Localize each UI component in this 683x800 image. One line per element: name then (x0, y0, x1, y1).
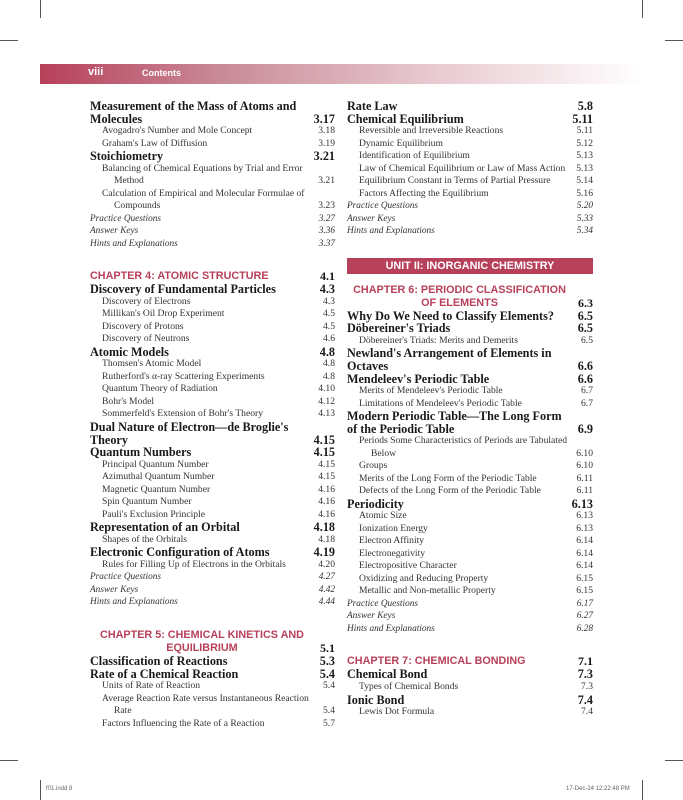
toc-entry-title: Principal Quantum Number (102, 458, 209, 470)
toc-entry-title: Equilibrium Constant in Terms of Partial Pressure (359, 175, 551, 187)
toc-entry-title: Answer Keys (90, 226, 139, 237)
toc-section-entry[interactable] (90, 150, 335, 163)
toc-entry-page: 4.12 (318, 395, 335, 407)
toc-entry-page: 4.8 (323, 358, 335, 370)
toc-entry-page: 6.6 (577, 371, 593, 386)
toc-entry-page: 6.13 (576, 522, 593, 534)
toc-entry-title: Dual Nature of Electron—de Broglie's Theory (90, 419, 289, 447)
toc-entry-title: Rutherford's α-ray Scattering Experiments (102, 370, 265, 382)
toc-subsection-entry[interactable] (347, 681, 593, 694)
toc-section-entry[interactable] (347, 100, 593, 113)
toc-subsection-entry[interactable] (90, 333, 335, 346)
toc-entry-page: 6.11 (576, 485, 593, 497)
toc-subsection-entry[interactable] (347, 485, 593, 498)
toc-entry-title: Newland's Arrangement of Elements in Octaves (347, 346, 552, 373)
toc-subsection-entry[interactable] (90, 358, 335, 371)
toc-entry-title: Graham's Law of Diffusion (102, 137, 208, 149)
toc-entry-title: Stoichiometry (90, 149, 164, 164)
toc-entry-page: 4.1 (320, 269, 335, 284)
toc-subsection-entry[interactable] (90, 296, 335, 309)
toc-entry-title: Millikan's Oil Drop Experiment (102, 308, 225, 320)
toc-entry-title: Answer Keys (347, 213, 396, 224)
toc-entry-page: 5.7 (323, 717, 335, 729)
toc-section-entry[interactable] (347, 410, 593, 435)
toc-end-matter-entry[interactable] (90, 584, 335, 597)
toc-subsection-entry[interactable] (90, 321, 335, 334)
toc-entry-title: Factors Influencing the Rate of a Reaction (102, 717, 265, 729)
toc-entry-title: Atomic Models (90, 344, 169, 359)
toc-entry-page: 3.36 (318, 226, 335, 237)
toc-end-matter-entry[interactable] (347, 610, 593, 623)
toc-entry-page: 3.21 (313, 149, 335, 164)
toc-subsection-entry[interactable] (90, 559, 335, 572)
toc-entry-page: 4.8 (319, 344, 335, 359)
toc-entry-page: 5.11 (572, 111, 593, 126)
toc-entry-title: Quantum Theory of Radiation (102, 383, 218, 395)
toc-entry-title: Hints and Explanations (90, 597, 178, 608)
crop-mark (642, 780, 643, 800)
toc-end-matter-entry[interactable] (90, 238, 335, 251)
toc-entry-title: Representation of an Orbital (90, 520, 240, 535)
toc-entry-title: Rate Law (347, 99, 398, 113)
toc-subsection-entry[interactable] (90, 383, 335, 396)
toc-entry-page: 3.21 (318, 175, 335, 187)
toc-subsection-entry[interactable] (90, 718, 335, 731)
toc-end-matter-entry[interactable] (90, 225, 335, 238)
toc-entry-page: 6.13 (571, 496, 593, 511)
toc-entry-title: Discovery of Protons (102, 320, 184, 332)
toc-entry-page: 7.3 (581, 681, 593, 693)
toc-section-entry[interactable] (90, 546, 335, 559)
toc-entry-title: CHAPTER 7: CHEMICAL BONDING (347, 655, 526, 668)
toc-section-entry[interactable] (347, 668, 593, 681)
toc-entry-title: Average Reaction Rate versus Instantaneous Reaction Rate (102, 692, 309, 717)
toc-entry-title: Answer Keys (347, 611, 396, 622)
toc-entry-title: Why Do We Need to Classify Elements? (347, 308, 554, 323)
crop-mark (40, 0, 41, 18)
toc-entry-page: 6.15 (576, 585, 593, 597)
toc-subsection-entry[interactable] (347, 535, 593, 548)
toc-entry-page: 6.13 (576, 510, 593, 522)
toc-subsection-entry[interactable] (347, 385, 593, 398)
section-gap (347, 635, 593, 655)
toc-entry-title: Periods Some Characteristics of Periods are Tabulated Below (359, 435, 568, 459)
toc-subsection-entry[interactable] (347, 473, 593, 486)
toc-entry-page: 5.16 (576, 187, 593, 199)
toc-entry-page: 4.10 (318, 383, 335, 395)
toc-entry-page: 6.5 (577, 321, 593, 336)
toc-entry-title: Shapes of the Orbitals (102, 533, 187, 545)
toc-subsection-entry[interactable] (90, 680, 335, 693)
toc-entry-title: Factors Affecting the Equilibrium (359, 187, 489, 199)
toc-entry-title: Groups (359, 460, 388, 472)
crop-mark (0, 760, 18, 761)
toc-entry-title: Periodicity (347, 496, 404, 511)
toc-section-entry[interactable] (90, 100, 335, 125)
toc-entry-title: Döbereiner's Triads: Merits and Demerits (359, 334, 518, 346)
toc-section-entry[interactable] (90, 283, 335, 296)
toc-entry-title: Rules for Filling Up of Electrons in the Orbitals (102, 558, 286, 570)
toc-entry-page: 4.27 (318, 572, 335, 583)
toc-subsection-entry[interactable] (347, 125, 593, 138)
toc-left-column (90, 100, 335, 730)
toc-entry-page: 4.3 (323, 295, 335, 307)
toc-entry-page: 4.44 (318, 597, 335, 608)
toc-entry-title: Pauli's Exclusion Principle (102, 508, 205, 520)
toc-entry-title: CHAPTER 5: CHEMICAL KINETICS AND EQUILIBRIUM (100, 628, 304, 654)
toc-entry-page: 5.20 (576, 201, 593, 212)
toc-entry-page: 6.28 (576, 623, 593, 634)
toc-end-matter-entry[interactable] (90, 596, 335, 609)
toc-section-entry[interactable] (90, 521, 335, 534)
toc-entry-page: 3.17 (313, 111, 335, 126)
toc-entry-title: Limitations of Mendeleev's Periodic Table (359, 397, 522, 409)
toc-entry-page: 3.19 (318, 137, 335, 149)
section-gap (90, 609, 335, 629)
toc-entry-page: 5.4 (323, 680, 335, 692)
toc-entry-title: Electronegativity (359, 547, 426, 559)
toc-entry-page: 4.3 (319, 282, 335, 297)
toc-entry-title: Practice Questions (347, 201, 419, 212)
toc-entry-title: Practice Questions (90, 213, 162, 224)
toc-subsection-entry[interactable] (90, 125, 335, 138)
toc-section-entry[interactable] (347, 373, 593, 386)
toc-entry-page: 3.37 (318, 238, 335, 249)
toc-entry-title: Atomic Size (359, 510, 407, 522)
toc-entry-page: 6.10 (576, 447, 593, 459)
toc-entry-page: 4.15 (318, 471, 335, 483)
toc-entry-title: CHAPTER 4: ATOMIC STRUCTURE (90, 270, 269, 283)
toc-section-entry[interactable] (90, 346, 335, 359)
toc-entry-title: Merits of the Long Form of the Periodic Table (359, 472, 537, 484)
crop-mark (642, 0, 643, 18)
toc-entry-title: Döbereiner's Triads (347, 321, 451, 336)
toc-end-matter-entry[interactable] (90, 571, 335, 584)
toc-entry-page: 6.17 (576, 598, 593, 609)
toc-right-column (347, 100, 593, 719)
toc-entry-title: Types of Chemical Bonds (359, 681, 459, 693)
toc-entry-page: 6.7 (581, 397, 593, 409)
toc-subsection-entry[interactable] (347, 163, 593, 176)
toc-entry-page: 6.14 (576, 547, 593, 559)
toc-entry-title: Electronic Configuration of Atoms (90, 545, 270, 560)
toc-entry-title: Measurement of the Mass of Atoms and Molecules (90, 99, 297, 126)
toc-entry-page: 6.7 (581, 385, 593, 397)
toc-subsection-entry[interactable] (90, 484, 335, 497)
toc-entry-title: Quantum Numbers (90, 445, 192, 460)
toc-entry-title: Electron Affinity (359, 535, 425, 547)
toc-entry-page: 5.4 (323, 705, 335, 717)
toc-subsection-entry[interactable] (90, 459, 335, 472)
toc-entry-title: Electropositive Character (359, 560, 457, 572)
toc-entry-title: Ionization Energy (359, 522, 428, 534)
toc-subsection-entry[interactable] (90, 471, 335, 484)
toc-end-matter-entry[interactable] (347, 200, 593, 213)
toc-section-entry[interactable] (347, 498, 593, 511)
toc-entry-title: Mendeleev's Periodic Table (347, 371, 490, 386)
chapter-heading[interactable] (90, 629, 335, 655)
toc-entry-title: Hints and Explanations (90, 238, 178, 249)
toc-entry-title: Identification of Equilibrium (359, 150, 470, 162)
toc-entry-page: 5.34 (576, 226, 593, 237)
toc-entry-page: 4.15 (313, 432, 335, 447)
toc-entry-title: Dynamic Equilibrium (359, 137, 443, 149)
toc-entry-page: 6.27 (576, 611, 593, 622)
toc-section-entry[interactable] (90, 668, 335, 681)
section-gap (90, 250, 335, 270)
toc-entry-page: 3.18 (318, 125, 335, 137)
toc-entry-title: Ionic Bond (347, 692, 405, 707)
toc-entry-title: Oxidizing and Reducing Property (359, 572, 489, 584)
toc-subsection-entry[interactable] (347, 548, 593, 561)
slug-timestamp: 17-Dec-24 12:22:48 PM (566, 786, 630, 792)
toc-section-entry[interactable] (347, 322, 593, 335)
toc-subsection-entry[interactable] (347, 523, 593, 536)
toc-entry-title: Thomsen's Atomic Model (102, 358, 202, 370)
toc-entry-title: Law of Chemical Equilibrium or Law of Mass Action (359, 162, 566, 174)
toc-entry-title: Lewis Dot Formula (359, 706, 435, 718)
toc-entry-page: 5.3 (319, 653, 335, 668)
toc-entry-page: 4.5 (323, 320, 335, 332)
toc-entry-page: 5.1 (320, 640, 335, 655)
toc-entry-page: 4.19 (313, 545, 335, 560)
toc-entry-title: Practice Questions (347, 598, 419, 609)
unit-heading: UNIT II: INORGANIC CHEMISTRY (347, 258, 593, 274)
running-header (40, 64, 643, 84)
toc-entry-title: Hints and Explanations (347, 226, 435, 237)
toc-entry-page: 7.4 (581, 706, 593, 718)
toc-entry-page: 4.16 (318, 508, 335, 520)
toc-entry-title: Chemical Bond (347, 667, 428, 682)
toc-entry-page: 4.16 (318, 483, 335, 495)
toc-entry-title: Spin Quantum Number (102, 496, 192, 508)
toc-subsection-entry[interactable] (90, 371, 335, 384)
toc-section-entry[interactable] (90, 446, 335, 459)
toc-entry-title: Discovery of Neutrons (102, 333, 190, 345)
toc-entry-page: 6.6 (577, 358, 593, 373)
toc-entry-page: 4.13 (318, 408, 335, 420)
toc-entry-page: 5.11 (576, 125, 593, 137)
toc-end-matter-entry[interactable] (347, 598, 593, 611)
toc-subsection-entry[interactable] (90, 308, 335, 321)
toc-entry-page: 5.14 (576, 175, 593, 187)
toc-subsection-entry[interactable] (90, 693, 335, 718)
toc-entry-page: 6.14 (576, 535, 593, 547)
crop-mark (665, 760, 683, 761)
toc-entry-page: 7.1 (578, 654, 593, 669)
toc-entry-page: 6.15 (576, 572, 593, 584)
toc-entry-page: 6.10 (576, 460, 593, 472)
toc-subsection-entry[interactable] (347, 150, 593, 163)
toc-subsection-entry[interactable] (90, 396, 335, 409)
toc-entry-title: Reversible and Irreversible Reactions (359, 125, 504, 137)
crop-mark (665, 40, 683, 41)
toc-entry-title: Discovery of Electrons (102, 295, 191, 307)
toc-entry-page: 4.8 (323, 370, 335, 382)
toc-entry-page: 3.23 (318, 200, 335, 212)
toc-subsection-entry[interactable] (347, 435, 593, 460)
toc-entry-page: 4.16 (318, 496, 335, 508)
toc-entry-page: 4.6 (323, 333, 335, 345)
toc-entry-title: Magnetic Quantum Number (102, 483, 211, 495)
toc-entry-page: 5.4 (319, 666, 335, 681)
toc-end-matter-entry[interactable] (347, 225, 593, 238)
toc-section-entry[interactable] (90, 421, 335, 446)
toc-entry-title: Metallic and Non-metallic Property (359, 585, 496, 597)
toc-entry-page: 4.18 (318, 533, 335, 545)
slug-file: f01.indd 8 (46, 786, 73, 792)
toc-entry-page: 4.15 (313, 445, 335, 460)
toc-entry-title: Balancing of Chemical Equations by Trial and Error Method (102, 162, 303, 187)
toc-subsection-entry[interactable] (90, 496, 335, 509)
toc-entry-title: Rate of a Chemical Reaction (90, 666, 239, 681)
toc-entry-page: 5.12 (576, 137, 593, 149)
toc-entry-page: 6.14 (576, 560, 593, 572)
toc-subsection-entry[interactable] (347, 138, 593, 151)
toc-subsection-entry[interactable] (347, 510, 593, 523)
toc-entry-title: Bohr's Model (102, 395, 155, 407)
toc-entry-title: Classification of Reactions (90, 653, 228, 668)
toc-end-matter-entry[interactable] (347, 623, 593, 636)
toc-entry-page: 6.5 (577, 308, 593, 323)
toc-subsection-entry[interactable] (347, 175, 593, 188)
toc-entry-page: 7.4 (577, 692, 593, 707)
toc-subsection-entry[interactable] (347, 573, 593, 586)
toc-entry-title: Answer Keys (90, 584, 139, 595)
toc-end-matter-entry[interactable] (90, 213, 335, 226)
toc-section-entry[interactable] (347, 113, 593, 126)
toc-entry-title: Azimuthal Quantum Number (102, 471, 215, 483)
toc-entry-title: Hints and Explanations (347, 623, 435, 634)
toc-entry-title: Practice Questions (90, 572, 162, 583)
toc-subsection-entry[interactable] (347, 706, 593, 719)
toc-subsection-entry[interactable] (347, 585, 593, 598)
section-gap (347, 238, 593, 258)
chapter-heading[interactable] (347, 284, 593, 310)
toc-entry-title: Merits of Mendeleev's Periodic Table (359, 385, 503, 397)
toc-entry-page: 6.9 (577, 421, 593, 436)
toc-subsection-entry[interactable] (347, 560, 593, 573)
toc-entry-title: Units of Rate of Reaction (102, 680, 201, 692)
toc-entry-page: 4.15 (318, 458, 335, 470)
toc-entry-page: 6.11 (576, 472, 593, 484)
toc-entry-page: 4.20 (318, 558, 335, 570)
toc-section-entry[interactable] (347, 347, 593, 372)
toc-entry-page: 7.3 (577, 667, 593, 682)
toc-entry-title: Defects of the Long Form of the Periodic Table (359, 485, 541, 497)
toc-entry-page: 4.18 (313, 520, 335, 535)
toc-entry-page: 4.5 (323, 308, 335, 320)
toc-entry-title: Discovery of Fundamental Particles (90, 282, 276, 297)
toc-entry-page: 4.42 (318, 584, 335, 595)
toc-entry-title: Chemical Equilibrium (347, 111, 464, 126)
toc-entry-page: 5.33 (576, 213, 593, 224)
toc-entry-page: 5.13 (576, 150, 593, 162)
toc-entry-page: 3.27 (318, 213, 335, 224)
running-title: Contents (142, 68, 181, 78)
toc-entry-title: Modern Periodic Table—The Long Form of the Periodic Table (347, 409, 562, 436)
toc-entry-title: CHAPTER 6: PERIODIC CLASSIFICATION OF ELEMENTS (353, 283, 566, 309)
toc-subsection-entry[interactable] (347, 188, 593, 201)
toc-entry-page: 5.13 (576, 162, 593, 174)
toc-entry-title: Sommerfeld's Extension of Bohr's Theory (102, 408, 264, 420)
toc-subsection-entry[interactable] (90, 163, 335, 188)
toc-entry-title: Avogadro's Number and Mole Concept (102, 125, 253, 137)
toc-entry-title: Calculation of Empirical and Molecular Formulae of Compounds (102, 187, 305, 212)
toc-end-matter-entry[interactable] (347, 213, 593, 226)
toc-subsection-entry[interactable] (347, 460, 593, 473)
toc-entry-page: 5.8 (577, 99, 593, 113)
toc-section-entry[interactable] (347, 694, 593, 707)
crop-mark (40, 780, 41, 800)
toc-section-entry[interactable] (90, 655, 335, 668)
page-number: viii (88, 66, 104, 78)
crop-mark (0, 40, 18, 41)
toc-subsection-entry[interactable] (90, 188, 335, 213)
toc-entry-page: 6.5 (581, 334, 593, 346)
toc-entry-page: 6.3 (578, 295, 593, 310)
